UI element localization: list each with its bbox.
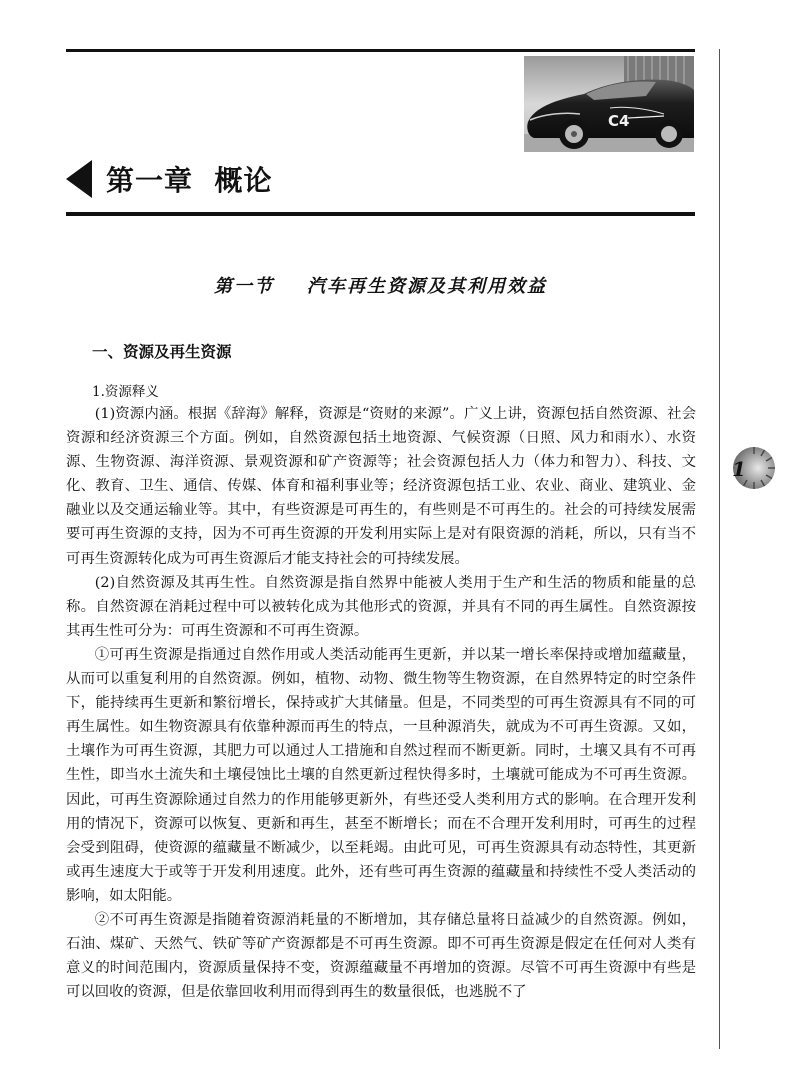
heading-level-2: 1.资源释义 — [92, 384, 159, 400]
body-text — [66, 402, 696, 1004]
margin-vertical-rule — [719, 49, 720, 1049]
car-badge: C4 — [608, 112, 630, 130]
heading-level-1: 一、资源及再生资源 — [92, 343, 232, 361]
car-illustration — [524, 56, 694, 152]
chapter-title: 第一章 概论 — [106, 164, 273, 197]
section-title: 第一节 汽车再生资源及其利用效益 — [213, 276, 548, 297]
paragraph-1: (1)资源内涵。根据《辞海》解释，资源是“资财的来源”。广义上讲，资源包括自然资源、社会资源和经济资源三个方面。例如，自然资源包括土地资源、气候资源（日照、风力和雨水）、水资源、生物资源、海洋资源、景观资源和矿产资源等；社会资源包括人力（体力和智力）、科技、文化、教育、卫生、通信、传媒、体育和福利事业等；经济资源包括工业、农业、商业、建筑业、金融业以及交通运输业等。其中，有些资源是可再生的，有些则是不可再生的。社会的可持续发展需要可再生资源的支持，因为不可再生资源的开发利用实际上是对有限资源的消耗，所以，只有当不可再生资源转化成为可再生资源后才能支持社会的可持续发展。 — [66, 406, 696, 567]
chapter-arrow-icon — [66, 160, 92, 198]
paragraph-3: ①可再生资源是指通过自然作用或人类活动能再生更新，并以某一增长率保持或增加蕴藏量，从而可以重复利用的自然资源。例如，植物、动物、微生物等生物资源，在自然界特定的时空条件下，能持续再生更新和繁衍增长，保持或扩大其储量。但是，不同类型的可再生资源具有不同的可再生属性。如生物资源具有依靠种源而再生的特点，一旦种源消失，就成为不可再生资源。又如，土壤作为可再生资源，其肥力可以通过人工措施和自然过程而不断更新。同时，土壤又具有不可再生性，即当水土流失和土壤侵蚀比土壤的自然更新过程快得多时，土壤就可能成为不可再生资源。因此，可再生资源除通过自然力的作用能够更新外，有些还受人类利用方式的影响。在合理开发利用的情况下，资源可以恢复、更新和再生，甚至不断增长；而在不合理开发利用时，可再生的过程会受到阻碍，使资源的蕴藏量不断减少，以至耗竭。由此可见，可再生资源具有动态特性，其更新或再生速度大于或等于开发利用速度。此外，还有些可再生资源的蕴藏量和持续性不受人类活动的影响，如太阳能。 — [66, 646, 696, 904]
car-banner-image — [524, 56, 694, 152]
header-rule-bottom — [66, 212, 695, 216]
paragraph-2: (2)自然资源及其再生性。自然资源是指自然界中能被人类用于生产和生活的物质和能量的总称。自然资源在消耗过程中可以被转化成为其他形式的资源，并具有不同的再生属性。自然资源按其再生性可分为：可再生资源和不可再生资源。 — [66, 574, 696, 639]
paragraph-4: ②不可再生资源是指随着资源消耗量的不断增加，其存储总量将日益减少的自然资源。例如，石油、煤矿、天然气、铁矿等矿产资源都是不可再生资源。即不可再生资源是假定在任何对人类有意义的时间范围内，资源质量保持不变，资源蕴藏量不再增加的资源。尽管不可再生资源中有些是可以回收的资源，但是依靠回收利用而得到再生的数量很低，也逃脱不了 — [66, 911, 696, 1001]
header-rule-top — [66, 49, 695, 52]
page-number: 1 — [732, 457, 746, 481]
chapter-heading — [66, 154, 273, 204]
